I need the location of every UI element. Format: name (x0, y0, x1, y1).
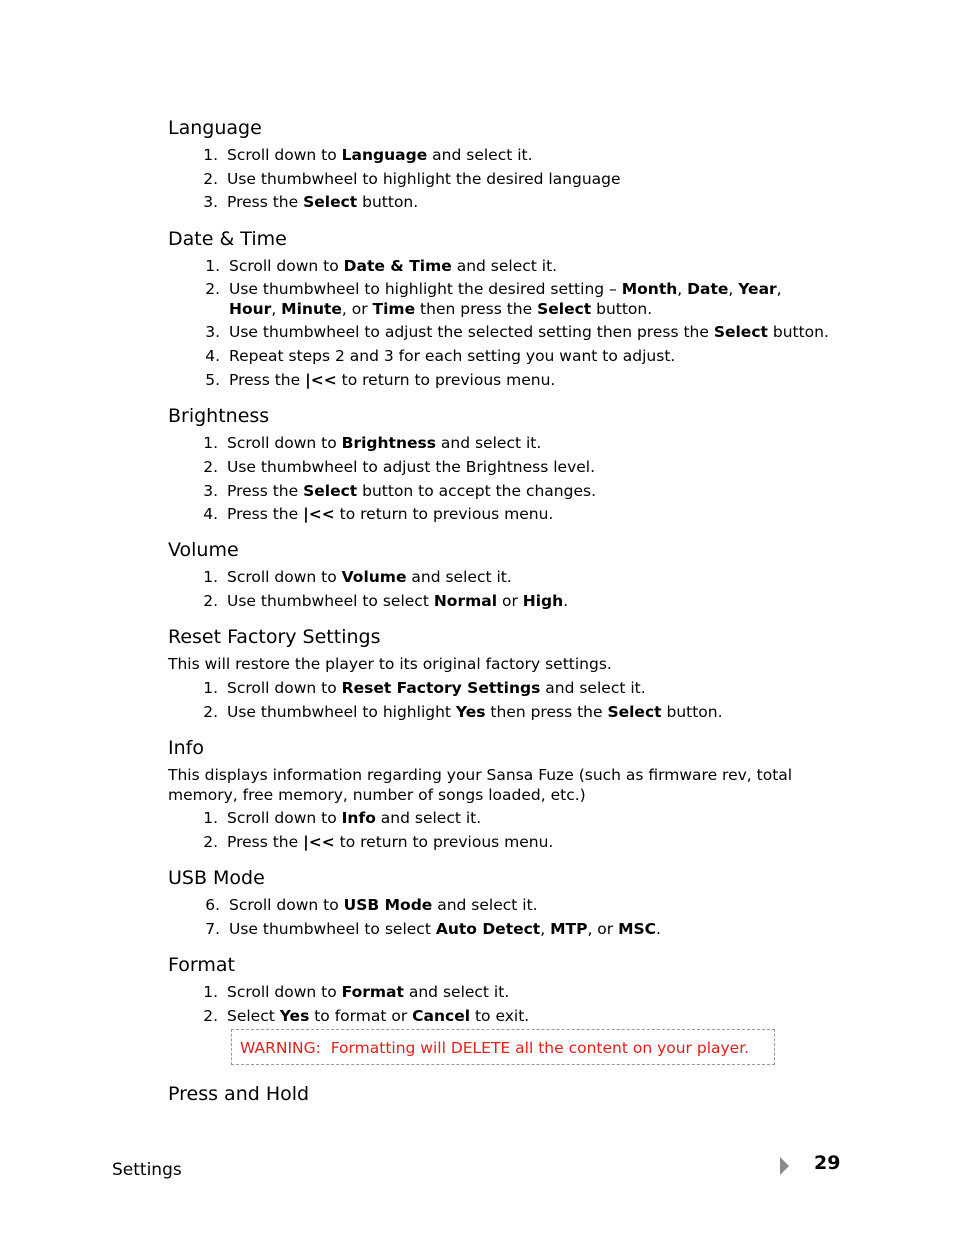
text-run: Select (227, 1007, 280, 1025)
section-intro-line: This displays information regarding your Sansa Fuze (such as firmware rev, total (168, 766, 793, 784)
page-number: 29 (814, 1152, 841, 1174)
list-number: 2. (203, 458, 218, 476)
text-run: and select it. (403, 983, 510, 1001)
list-number: 2. (203, 170, 218, 188)
section-intro: This will restore the player to its original factory settings. (168, 655, 612, 673)
list-number: 1. (203, 434, 218, 452)
section-heading-language: Language (168, 117, 262, 139)
text-run: Use thumbwheel to highlight (227, 703, 456, 721)
section-heading-format: Format (168, 954, 235, 976)
list-number: 2. (203, 833, 218, 851)
text-run: Scroll down to (227, 983, 342, 1001)
text-run: to return to previous menu. (334, 505, 554, 523)
list-text (227, 1006, 529, 1026)
list-number: 7. (205, 920, 220, 938)
bold-term: Select (607, 703, 662, 721)
bold-term: |<< (303, 833, 335, 851)
text-run: button. (591, 300, 653, 318)
section-intro-line: memory, free memory, number of songs loaded, etc.) (168, 786, 586, 804)
list-number: 3. (203, 482, 218, 500)
text-run: Scroll down to (227, 568, 342, 586)
text-run: Press the (227, 505, 304, 523)
list-number: 1. (205, 257, 220, 275)
bold-term: Language (341, 146, 428, 164)
text-run: button. (661, 703, 723, 721)
list-number: 1. (203, 809, 218, 827)
text-run: , (540, 920, 551, 938)
text-run: Scroll down to (229, 896, 344, 914)
text-run: to exit. (470, 1007, 530, 1025)
list-text (227, 504, 553, 524)
list-text (227, 481, 596, 501)
text-run: then press the (485, 703, 608, 721)
list-text (229, 895, 538, 915)
bold-term: Info (341, 809, 376, 827)
list-text (229, 919, 661, 939)
bold-term: Select (303, 482, 358, 500)
text-run: , (728, 280, 739, 298)
text-run: Scroll down to (227, 679, 342, 697)
list-text (227, 982, 509, 1002)
text-run: Use thumbwheel to select (229, 920, 436, 938)
list-number: 5. (205, 371, 220, 389)
text-run: Press the (227, 833, 304, 851)
warning-box (231, 1029, 775, 1065)
list-number: 2. (203, 703, 218, 721)
bold-term: USB Mode (343, 896, 433, 914)
list-text (227, 567, 512, 587)
text-run: and select it. (435, 434, 542, 452)
text-run: Press the (229, 371, 306, 389)
list-text (229, 299, 652, 319)
text-run: to format or (309, 1007, 413, 1025)
list-number: 3. (205, 323, 220, 341)
bold-term: Reset Factory Settings (341, 679, 541, 697)
text-run: then press the (415, 300, 538, 318)
bold-term: Format (341, 983, 404, 1001)
list-text (227, 832, 553, 852)
bold-term: MSC (618, 920, 657, 938)
text-run: , or (341, 300, 373, 318)
text-run: button. (767, 323, 829, 341)
list-number: 2. (203, 1007, 218, 1025)
bold-term: High (522, 592, 564, 610)
text-run: Scroll down to (229, 257, 344, 275)
section-heading-info: Info (168, 737, 204, 759)
text-run: and select it. (427, 146, 533, 164)
list-text (229, 322, 829, 342)
list-text (229, 256, 557, 276)
list-number: 1. (203, 983, 218, 1001)
bold-term: MTP (550, 920, 588, 938)
bold-term: Hour (229, 300, 272, 318)
text-run: button. (357, 193, 419, 211)
text-run: and select it. (406, 568, 512, 586)
bold-term: Yes (455, 703, 486, 721)
list-text (227, 702, 723, 722)
list-number: 1. (203, 568, 218, 586)
text-run: , (776, 280, 782, 298)
section-heading-date-time: Date & Time (168, 228, 287, 250)
text-run: , (677, 280, 688, 298)
bold-term: Auto Detect (435, 920, 541, 938)
list-text (227, 808, 481, 828)
text-run: and select it. (432, 896, 538, 914)
list-number: 2. (203, 592, 218, 610)
list-text (227, 433, 541, 453)
text-run: Press the (227, 482, 304, 500)
bold-term: Select (303, 193, 358, 211)
list-text: Repeat steps 2 and 3 for each setting you want to adjust. (229, 347, 676, 365)
bold-term: Select (537, 300, 592, 318)
section-heading-usb-mode: USB Mode (168, 867, 265, 889)
list-text (229, 279, 782, 299)
text-run: to return to previous menu. (334, 833, 554, 851)
list-number: 2. (205, 280, 220, 298)
list-text (227, 192, 418, 212)
list-text (227, 145, 533, 165)
bold-term: Volume (341, 568, 407, 586)
text-run: . (656, 920, 661, 938)
list-text (229, 370, 555, 390)
text-run: button to accept the changes. (357, 482, 596, 500)
list-text (227, 591, 568, 611)
bold-term: Month (621, 280, 678, 298)
text-run: to return to previous menu. (336, 371, 556, 389)
bold-term: Time (372, 300, 416, 318)
bold-term: Minute (281, 300, 342, 318)
list-text (227, 678, 646, 698)
bold-term: Normal (433, 592, 498, 610)
text-run: Scroll down to (227, 146, 342, 164)
bold-term: Select (713, 323, 768, 341)
warning-text: WARNING: Formatting will DELETE all the content on your player. (240, 1039, 750, 1057)
section-heading-volume: Volume (168, 539, 239, 561)
footer-section-name: Settings (112, 1160, 182, 1180)
text-run: Use thumbwheel to select (227, 592, 434, 610)
text-run: Scroll down to (227, 434, 342, 452)
list-number: 6. (205, 896, 220, 914)
section-heading-reset-factory-settings: Reset Factory Settings (168, 626, 381, 648)
list-number: 3. (203, 193, 218, 211)
text-run: , (271, 300, 282, 318)
text-run: or (497, 592, 523, 610)
text-run: Press the (227, 193, 304, 211)
list-text: Use thumbwheel to adjust the Brightness level. (227, 458, 596, 476)
bold-term: Date & Time (343, 257, 452, 275)
list-number: 1. (203, 146, 218, 164)
text-run: and select it. (540, 679, 646, 697)
text-run: Use thumbwheel to highlight the desired setting – (229, 280, 622, 298)
bold-term: |<< (303, 505, 335, 523)
page-arrow-icon (780, 1157, 789, 1175)
bold-term: Date (687, 280, 729, 298)
section-heading-brightness: Brightness (168, 405, 270, 427)
text-run: Scroll down to (227, 809, 342, 827)
text-run: and select it. (451, 257, 558, 275)
text-run: and select it. (375, 809, 482, 827)
list-number: 4. (203, 505, 218, 523)
text-run: . (563, 592, 569, 610)
bold-term: Cancel (412, 1007, 471, 1025)
section-heading-press-and-hold: Press and Hold (168, 1083, 310, 1105)
bold-term: Yes (279, 1007, 310, 1025)
bold-term: |<< (305, 371, 337, 389)
list-number: 1. (203, 679, 218, 697)
bold-term: Brightness (341, 434, 436, 452)
bold-term: Year (738, 280, 777, 298)
list-text: Use thumbwheel to highlight the desired language (227, 170, 621, 188)
text-run: , or (587, 920, 619, 938)
text-run: Use thumbwheel to adjust the selected setting then press the (229, 323, 714, 341)
list-number: 4. (205, 347, 220, 365)
